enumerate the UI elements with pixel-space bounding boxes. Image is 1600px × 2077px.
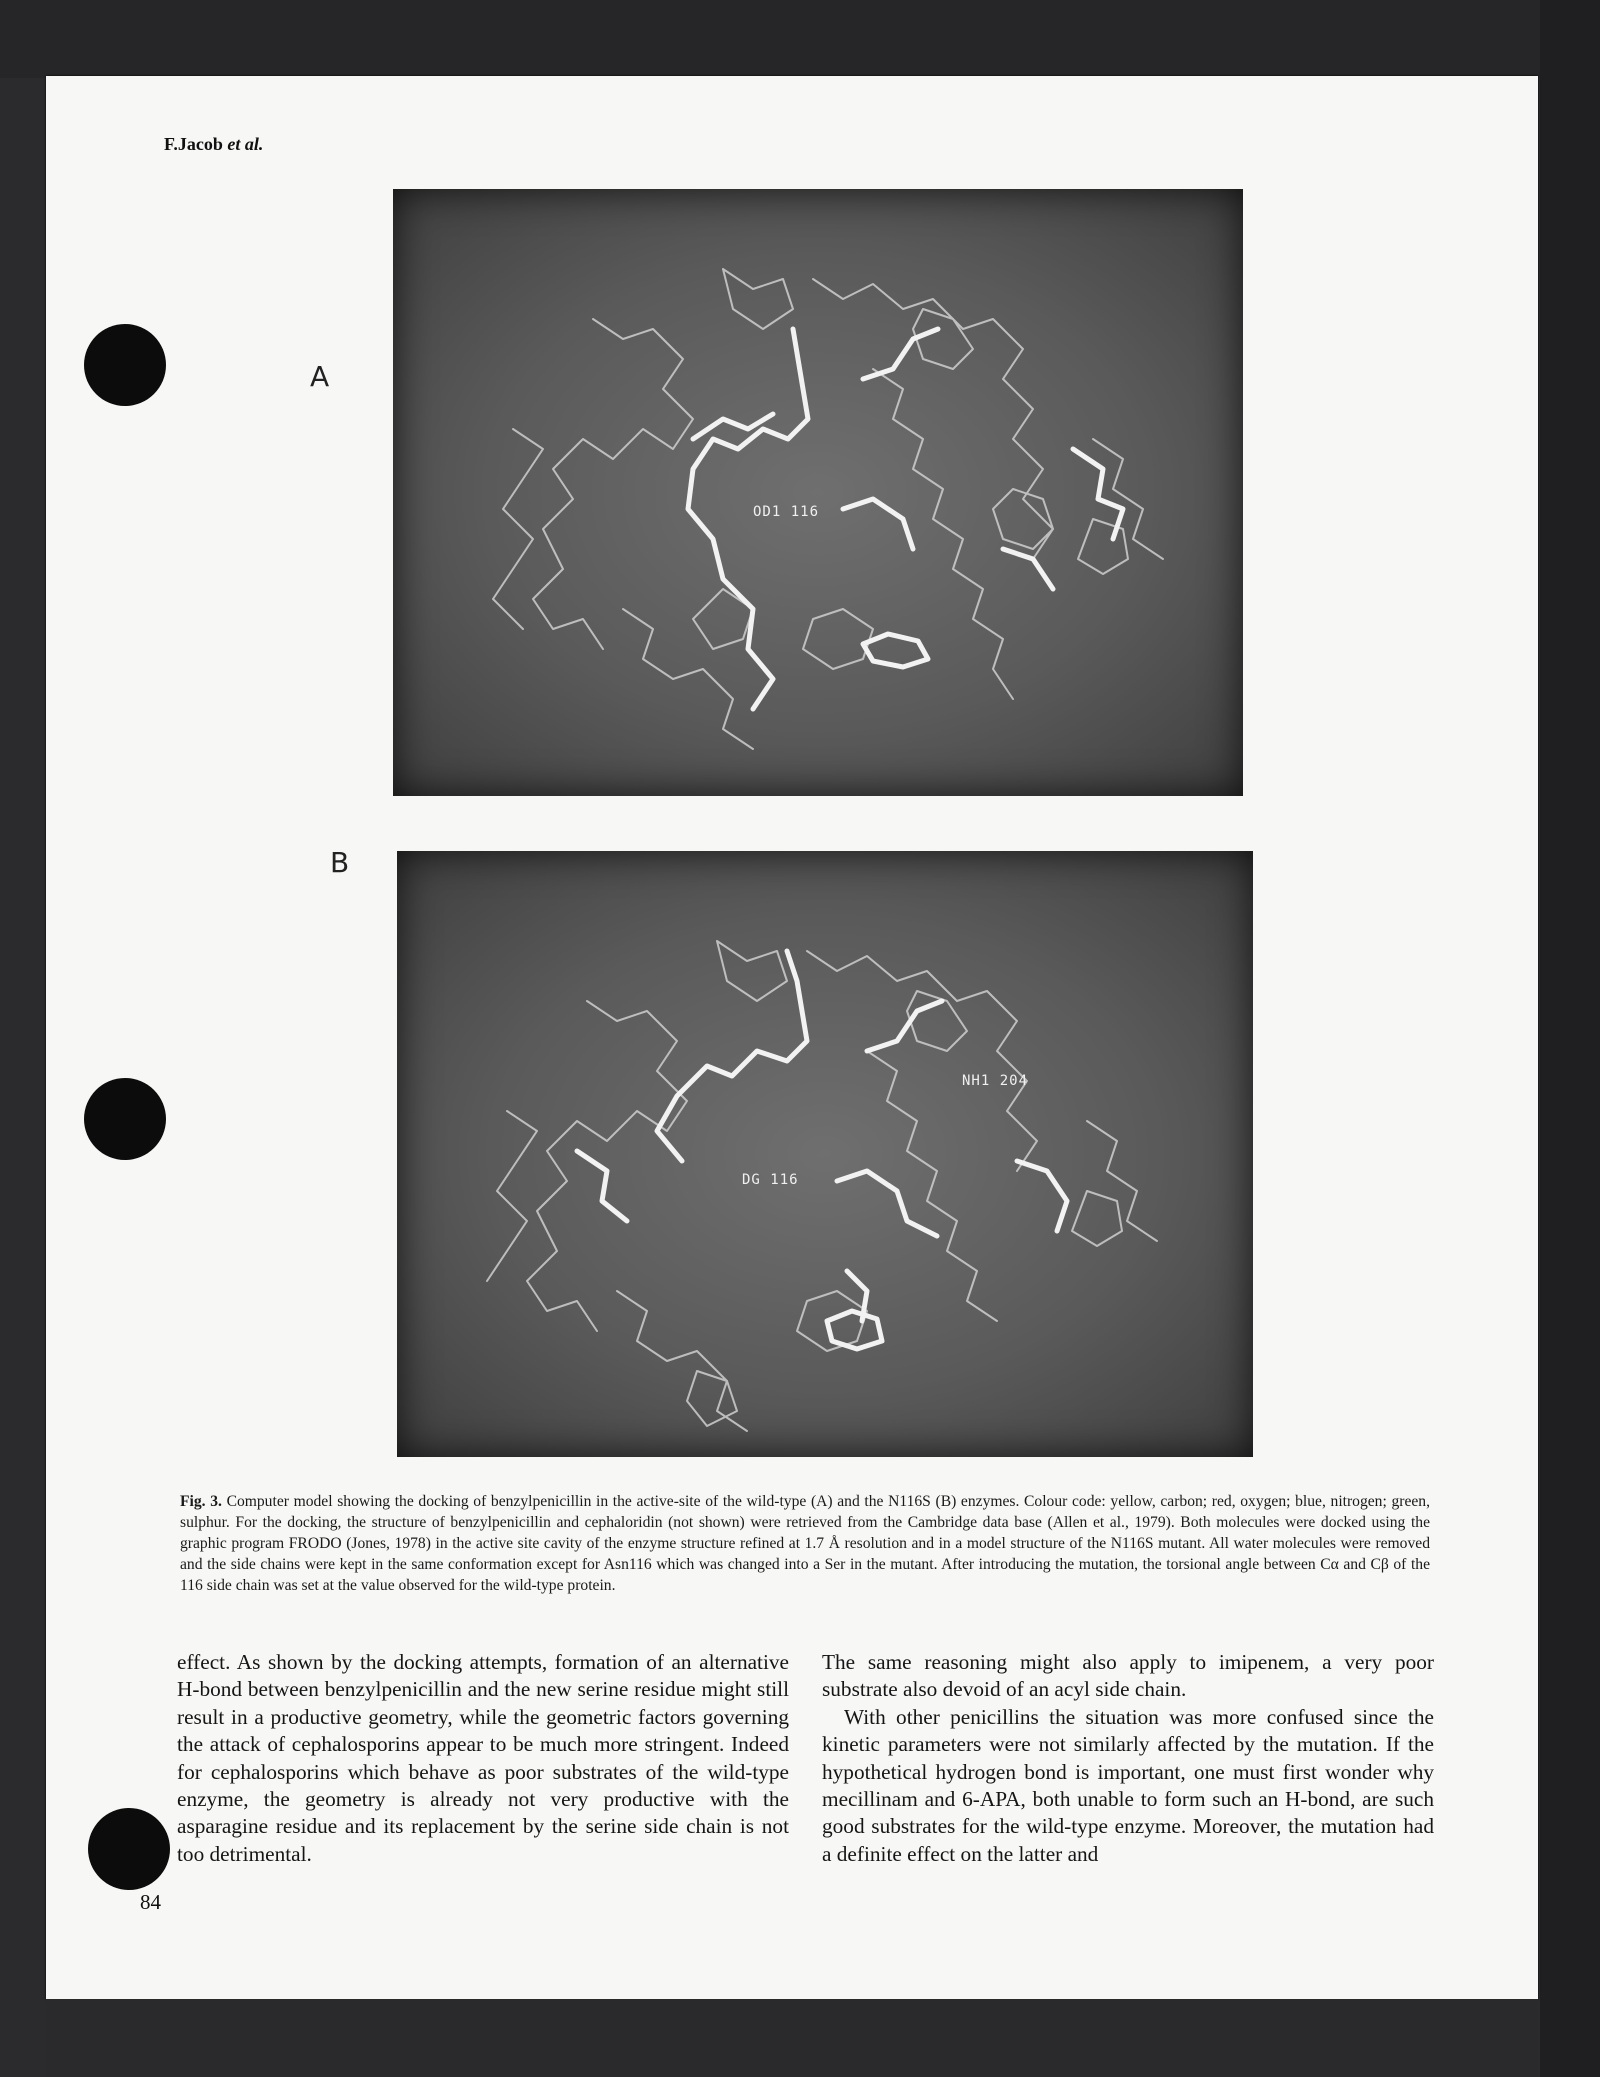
figure-panel-b xyxy=(397,851,1253,1457)
panel-label-a: A xyxy=(310,360,330,393)
protein-backbone-trace xyxy=(807,951,1037,1171)
body-paragraph: With other penicillins the situation was more confused since the kinetic parameters were not similarly affected by the mutation. If the hypothetical hydrogen bond is important, one must first wonder why mecillinam and 6-APA, both unable to form such an H-bond, are such good substrates for the wild-type enzyme. Moreover, the mutation had a definite effect on the latter and xyxy=(822,1704,1434,1866)
scan-background-right xyxy=(1540,0,1600,2077)
benzylpenicillin-ligand xyxy=(837,1171,937,1236)
protein-side-chain xyxy=(1072,1191,1122,1246)
figure-caption-label: Fig. 3. xyxy=(180,1493,222,1510)
protein-side-chain xyxy=(913,309,973,369)
punch-hole-bottom xyxy=(88,1808,170,1890)
protein-backbone-trace xyxy=(623,609,753,749)
benzylpenicillin-ring xyxy=(827,1311,882,1349)
body-paragraph: The same reasoning might also apply to imipenem, a very poor substrate also devoid of an acyl side chain. xyxy=(822,1650,1434,1702)
protein-backbone-trace xyxy=(617,1291,747,1431)
atom-label-dg-116: DG 116 xyxy=(742,1172,799,1188)
journal-page xyxy=(46,76,1538,1999)
benzylpenicillin-ring xyxy=(863,634,928,667)
protein-backbone-trace xyxy=(873,369,1013,699)
body-column-right xyxy=(822,1649,1434,1868)
running-head xyxy=(164,134,263,155)
protein-side-chain xyxy=(803,609,873,669)
benzylpenicillin-ligand xyxy=(863,329,938,379)
benzylpenicillin-ligand xyxy=(693,414,773,439)
scan-background-top xyxy=(0,0,1600,78)
protein-backbone-trace xyxy=(1087,1121,1157,1241)
running-head-etal: et al. xyxy=(227,134,264,154)
benzylpenicillin-ligand xyxy=(843,499,913,549)
benzylpenicillin-ligand xyxy=(1073,449,1123,539)
figure-caption xyxy=(180,1491,1430,1596)
punch-hole-top xyxy=(84,324,166,406)
punch-hole-middle xyxy=(84,1078,166,1160)
protein-backbone-trace xyxy=(527,1001,687,1331)
protein-side-chain xyxy=(1078,519,1128,574)
body-paragraph: effect. As shown by the docking attempts, formation of an alternative H-bond between benzylpenicillin and the new serine residue might still result in a productive geometry, while the geometric factors governing the attack of cephalosporins appear to be much more stringent. Indeed for cephalosporins which behave as poor substrates of the wild-type enzyme, the geometry is already not very productive with the asparagine residue and its replacement by the serine side chain is not too detrimental. xyxy=(177,1650,789,1866)
molecule-render-b xyxy=(397,851,1253,1457)
scan-background-bottom xyxy=(46,1999,1538,2077)
running-head-author: F.Jacob xyxy=(164,134,228,154)
protein-side-chain xyxy=(723,269,793,329)
figure-panel-a xyxy=(393,189,1243,796)
protein-backbone-trace xyxy=(533,319,693,649)
benzylpenicillin-ligand xyxy=(867,1001,942,1051)
benzylpenicillin-ligand xyxy=(577,1151,627,1221)
atom-label-nh1-204: NH1 204 xyxy=(962,1073,1029,1089)
benzylpenicillin-ligand xyxy=(1003,549,1053,589)
atom-label-od1-116: OD1 116 xyxy=(753,504,820,520)
body-column-left xyxy=(177,1649,789,1868)
molecule-render-a xyxy=(393,189,1243,796)
figure-caption-text: Computer model showing the docking of benzylpenicillin in the active-site of the wild-type (A) and the N116S (B) enzymes. Colour code: yellow, carbon; red, oxygen; blue, nitrogen; green, sulphur. For the docking, the structure of benzylpenicillin and cephaloridin (not shown) were retrieved from the Cambridge data base (Allen et al., 1979). Both molecules were docked using the graphic program FRODO (Jones, 1978) in the active site cavity of the enzyme structure refined at 1.7 Å resolution and in a model structure of the N116S mutant. All water molecules were removed and the side chains were kept in the same conformation except for Asn116 which was changed into a Ser in the mutant. After introducing the mutation, the torsional angle between Cα and Cβ of the 116 side chain was set at the value observed for the wild-type protein. xyxy=(180,1493,1430,1594)
benzylpenicillin-ligand xyxy=(1017,1161,1067,1231)
panel-label-b: B xyxy=(330,846,350,879)
protein-side-chain xyxy=(687,1371,737,1426)
protein-backbone-trace xyxy=(487,1111,537,1281)
page-number: 84 xyxy=(140,1890,161,1914)
protein-backbone-trace xyxy=(493,429,543,629)
protein-side-chain xyxy=(717,941,787,1001)
